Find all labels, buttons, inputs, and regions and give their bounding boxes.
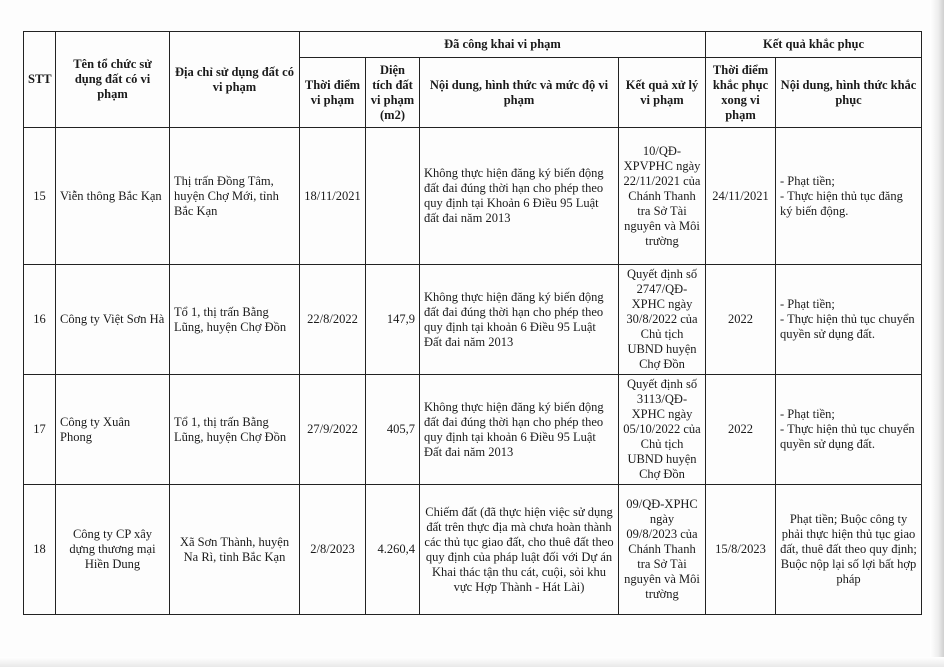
cell-area: 4.260,4 xyxy=(366,485,420,615)
remedy-line: - Phạt tiền; xyxy=(780,173,835,188)
cell-content: Chiếm đất (đã thực hiện việc sử dụng đất trên thực địa mà chưa hoàn thành các thủ tục giao đất, cho thuê đất theo quy định của pháp luật đối với Dự án Khai thác tận thu cát, cuội, sỏi khu vực Hợp Thành - Hát Lài) xyxy=(420,485,619,615)
header-remedy-content: Nội dung, hình thức khắc phục xyxy=(776,58,922,128)
cell-stt: 18 xyxy=(24,485,56,615)
cell-org: Công ty Xuân Phong xyxy=(56,375,170,485)
cell-result: 10/QĐ-XPVPHC ngày 22/11/2021 của Chánh Thanh tra Sở Tài nguyên và Môi trường xyxy=(619,128,706,265)
cell-time: 18/11/2021 xyxy=(300,128,366,265)
page-edge-shadow-bottom xyxy=(0,657,944,667)
cell-content: Không thực hiện đăng ký biến động đất đai đúng thời hạn cho phép theo quy định tại khoản 6 Điều 95 Luật Đất đai năm 2013 xyxy=(420,375,619,485)
table-row xyxy=(24,265,922,375)
cell-content: Không thực hiện đăng ký biến động đất đai đúng thời hạn cho phép theo quy định tại khoản 6 Điều 95 Luật Đất đai năm 2013 xyxy=(420,265,619,375)
cell-stt: 16 xyxy=(24,265,56,375)
page-edge-shadow xyxy=(930,0,944,667)
remedy-line: - Thực hiện thủ tục chuyển quyền sử dụng đất. xyxy=(780,422,915,451)
header-org-name: Tên tổ chức sử dụng đất có vi phạm xyxy=(56,32,170,128)
remedy-line: - Thực hiện thủ tục đăng ký biến động. xyxy=(780,188,903,218)
cell-area xyxy=(366,128,420,265)
cell-remedy-time: 24/11/2021 xyxy=(706,128,776,265)
cell-stt: 17 xyxy=(24,375,56,485)
header-time: Thời điểm vi phạm xyxy=(300,58,366,128)
header-area: Diện tích đất vi phạm (m2) xyxy=(366,58,420,128)
cell-area: 405,7 xyxy=(366,375,420,485)
remedy-line: - Phạt tiền; xyxy=(780,297,835,311)
cell-org: Viễn thông Bắc Kạn xyxy=(56,128,170,265)
cell-address: Tổ 1, thị trấn Bằng Lũng, huyện Chợ Đồn xyxy=(170,375,300,485)
cell-result: Quyết định số 2747/QĐ-XPHC ngày 30/8/2022 của Chủ tịch UBND huyện Chợ Đồn xyxy=(619,265,706,375)
table-row xyxy=(24,485,922,615)
cell-remedy: Phạt tiền; Buộc công ty phải thực hiện thủ tục giao đất, thuê đất theo quy định; Buộc nộp lại số lợi bất hợp pháp xyxy=(776,485,922,615)
cell-remedy-time: 15/8/2023 xyxy=(706,485,776,615)
violations-table xyxy=(23,31,922,615)
cell-time: 2/8/2023 xyxy=(300,485,366,615)
cell-area: 147,9 xyxy=(366,265,420,375)
cell-time: 27/9/2022 xyxy=(300,375,366,485)
header-remedy-group: Kết quả khắc phục xyxy=(706,32,922,58)
cell-remedy xyxy=(776,375,922,485)
remedy-line: - Thực hiện thủ tục chuyển quyền sử dụng đất. xyxy=(780,312,915,341)
header-content: Nội dung, hình thức và mức độ vi phạm xyxy=(420,58,619,128)
header-address: Địa chỉ sử dụng đất có vi phạm xyxy=(170,32,300,128)
cell-remedy-time: 2022 xyxy=(706,265,776,375)
cell-time: 22/8/2022 xyxy=(300,265,366,375)
remedy-line: - Phạt tiền; xyxy=(780,407,835,421)
cell-org: Công ty Việt Sơn Hà xyxy=(56,265,170,375)
cell-remedy-time: 2022 xyxy=(706,375,776,485)
cell-result: Quyết định số 3113/QĐ-XPHC ngày 05/10/2022 của Chủ tịch UBND huyện Chợ Đồn xyxy=(619,375,706,485)
cell-remedy xyxy=(776,265,922,375)
cell-org: Công ty CP xây dựng thương mại Hiền Dung xyxy=(56,485,170,615)
cell-content: Không thực hiện đăng ký biến động đất đai đúng thời hạn cho phép theo quy định tại Khoản 6 Điều 95 Luật đất đai năm 2013 xyxy=(420,128,619,265)
cell-address: Xã Sơn Thành, huyện Na Rì, tỉnh Bắc Kạn xyxy=(170,485,300,615)
cell-stt: 15 xyxy=(24,128,56,265)
table-row xyxy=(24,128,922,265)
cell-address: Tổ 1, thị trấn Bằng Lũng, huyện Chợ Đồn xyxy=(170,265,300,375)
cell-result: 09/QĐ-XPHC ngày 09/8/2023 của Chánh Thanh tra Sở Tài nguyên và Môi trường xyxy=(619,485,706,615)
header-publicized-group: Đã công khai vi phạm xyxy=(300,32,706,58)
header-remedy-time: Thời điểm khắc phục xong vi phạm xyxy=(706,58,776,128)
cell-address: Thị trấn Đồng Tâm, huyện Chợ Mới, tỉnh Bắc Kạn xyxy=(170,128,300,265)
cell-remedy xyxy=(776,128,922,265)
header-result: Kết quả xử lý vi phạm xyxy=(619,58,706,128)
table-row xyxy=(24,375,922,485)
header-stt: STT xyxy=(24,32,56,128)
